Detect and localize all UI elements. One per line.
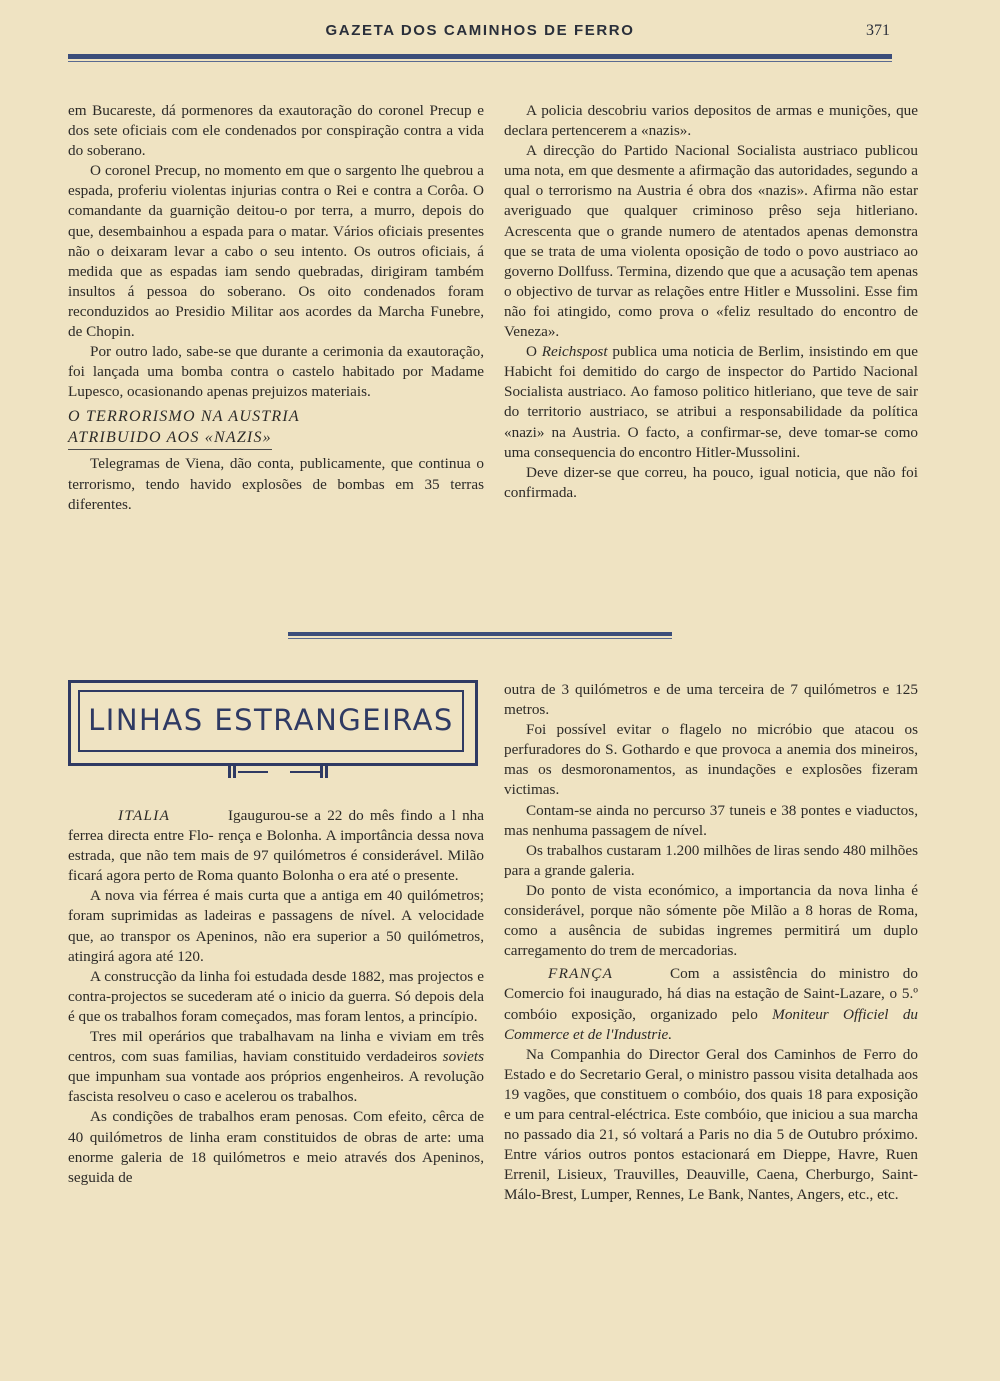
- publication-name: Reichspost: [541, 343, 608, 361]
- subheading: [68, 406, 484, 450]
- paragraph: Telegramas de Viena, dão conta, publicamente, que continua o terrorismo, tendo havido explosões de bombas em 35 terras diferentes.: [68, 455, 484, 513]
- section-title-box: [68, 680, 480, 782]
- text-run: Tres mil operários que trabalhavam na linha e viviam em três centros, com suas familias, haviam constituido verdadeiros: [68, 1028, 484, 1066]
- paragraph: [68, 1027, 484, 1107]
- publication-name: Moniteur Officiel du Commerce et de l'Industrie.: [504, 1005, 919, 1043]
- text-run: publica uma noticia de Berlim, insistindo em que Habicht foi demitido do cargo de inspector do Partido Nacional Socialista austriaco. Ao famoso politico hitleriano, que teve de sair do territorio austriaco, se atribui a responsabilidade da política «nazi» na Austria. O facto, a confirmar-se, deve tomar-se como uma consequencia do encontro Hitler-Mussolini.: [504, 343, 918, 461]
- paragraph: Do ponto de vista económico, a importancia da nova linha é considerável, porque não sómente põe Milão a 8 horas de Roma, como a ausência de subidas ingremes permitirá um duplo carregamento do trem de mercadorias.: [504, 881, 918, 960]
- text-run: que impunham sua vontade aos próprios engenheiros. A revolução fascista resolveu o caso e acelerou os trabalhos.: [68, 1068, 484, 1106]
- page-number: 371: [866, 22, 890, 39]
- paragraph: Foi possível evitar o flagelo no micróbio que atacou os perfuradores do S. Gothardo e que provoca a anemia dos mineiros, mas os desmoronamentos, as inundações e explosões fizeram victimas.: [504, 721, 918, 799]
- foreign-lines-column-right: [504, 680, 918, 1205]
- paragraph: em Bucareste, dá pormenores da exautoração do coronel Precup e dos sete oficiais com ele condenados por conspiração contra a vida do soberano.: [68, 102, 484, 160]
- paragraph: Por outro lado, sabe-se que durante a cerimonia da exautoração, foi lançada uma bomba contra o castelo habitado por Madame Lupesco, ocasionando apenas prejuizos materiais.: [68, 343, 484, 401]
- foreign-lines-column-left: [68, 806, 484, 1188]
- article-column-right: [504, 101, 918, 503]
- masthead: [70, 22, 890, 44]
- text-run: rença e Bolonha. A importância dessa nova estrada, que não tem mais de 97 quilómetros é considerável. Milão ficará agora perto de Roma quanto Bolonha o era até o presente.: [68, 827, 484, 885]
- text-run: O: [526, 343, 537, 361]
- paragraph: Deve dizer-se que correu, ha pouco, igual noticia, que não foi confirmada.: [504, 463, 918, 501]
- italic-term: soviets: [442, 1048, 484, 1066]
- paragraph: A direcção do Partido Nacional Socialista austriaco publicou uma nota, em que desmente a afirmação das autoridades, segundo a qual o terrorismo na Austria é obra dos «nazis». Afirma não estar averiguado que qualquer criminoso prêso seja hitleriano. Acrescenta que o grande numero de atentados apenas demonstra que se trata de uma violenta oposição de todo o povo austriaco ao governo Dollfuss. Termina, dizendo que que a acusação tem apenas o objectivo de turvar as relações entre Hitler e Mussolini. Esse fim não foi atingido, como prova o «feliz resultado do encontro de Veneza».: [504, 142, 918, 341]
- paragraph: Contam-se ainda no percurso 37 tuneis e 38 pontes e viaductos, mas nenhuma passagem de nível.: [504, 801, 918, 839]
- paragraph: [68, 806, 484, 886]
- country-heading: FRANÇA: [548, 965, 614, 983]
- paragraph: Os trabalhos custaram 1.200 milhões de liras sendo 480 milhões para a grande galeria.: [504, 841, 918, 879]
- paragraph: A policia descobriu varios depositos de armas e munições, que declara pertencerem a «nazis».: [504, 102, 918, 140]
- paragraph: [504, 964, 918, 1044]
- paragraph: As condições de trabalhos eram penosas. Com efeito, cêrca de 40 quilómetros de linha eram constituidos de obras de arte: uma enorme galeria de 18 quilómetros e meio através dos Apeninos, seguida de: [68, 1108, 484, 1186]
- subheading-line-1: O TERRORISMO NA AUSTRIA: [68, 408, 300, 426]
- header-rule: [68, 54, 892, 63]
- article-column-left: [68, 101, 484, 515]
- text-run: Com a assistência do ministro do Comercio foi inaugurado, há: [504, 965, 918, 1003]
- paragraph: A nova via férrea é mais curta que a antiga em 40 quilómetros; foram suprimidas as ladeiras e passagens de nível. A velocidade que, ao transpor os Apeninos, não era superior a 50 quilómetros, atingirá agora até 120.: [68, 887, 484, 965]
- country-heading: ITALIA: [118, 807, 171, 824]
- subheading-line-2: ATRIBUIDO AOS «NAZIS»: [68, 427, 272, 450]
- paragraph: outra de 3 quilómetros e de uma terceira de 7 quilómetros e 125 metros.: [504, 681, 918, 719]
- paragraph: Na Companhia do Director Geral dos Caminhos de Ferro do Estado e do Secretario Geral, o ministro passou visita detalhada aos 19 vagões, que constituem o combóio, dos quais 18 para exposição e um para central-eléctrica. Este combóio, que iniciou a sua marcha no passado dia 21, só voltará a Paris no dia 5 de Outubro próximo. Entre vários outros pontos estacionará em Dieppe, Havre, Ruen Errenil, Lisieux, Trauvilles, Deauville, Caena, Cherburgo, Saint-Málo-Brest, Lumper, Rennes, Le Bank, Nantes, Angers, etc., etc.: [504, 1045, 918, 1204]
- paragraph: [504, 342, 918, 463]
- section-title: LINHAS ESTRANGEIRAS: [88, 703, 454, 737]
- section-divider: [288, 632, 672, 640]
- paragraph: A construcção da linha foi estudada desde 1882, mas projectos e contra-projectos se sucederam até o inicio da guerra. Só depois dela é que os trabalhos foram começados, mas foram lentos, a princípio.: [68, 967, 484, 1025]
- publication-title: GAZETA DOS CAMINHOS DE FERRO: [325, 22, 635, 39]
- text-run: dias na estação de Saint-Lazare, o 5.º combóio exposição, organizado pelo: [504, 985, 919, 1023]
- text-run: Igaugurou-se a 22 do mês findo a l nha ferrea directa entre Flo-: [68, 807, 484, 845]
- paragraph: O coronel Precup, no momento em que o sargento lhe quebrou a espada, proferiu violentas injurias contra o Rei e contra a Corôa. O comandante da guarnição deitou-o por terra, a murro, depois do que, desembainhou a espada para o matar. Vários oficiais presentes não o deixaram levar a cabo o seu intento. Os outros oficiais, á medida que as espadas iam sendo quebradas, dirigiram também insultos á pessoa do soberano. Os oito condenados foram reconduzidos ao Presidio Militar aos acordes da Marcha Funebre, de Chopin.: [68, 162, 484, 341]
